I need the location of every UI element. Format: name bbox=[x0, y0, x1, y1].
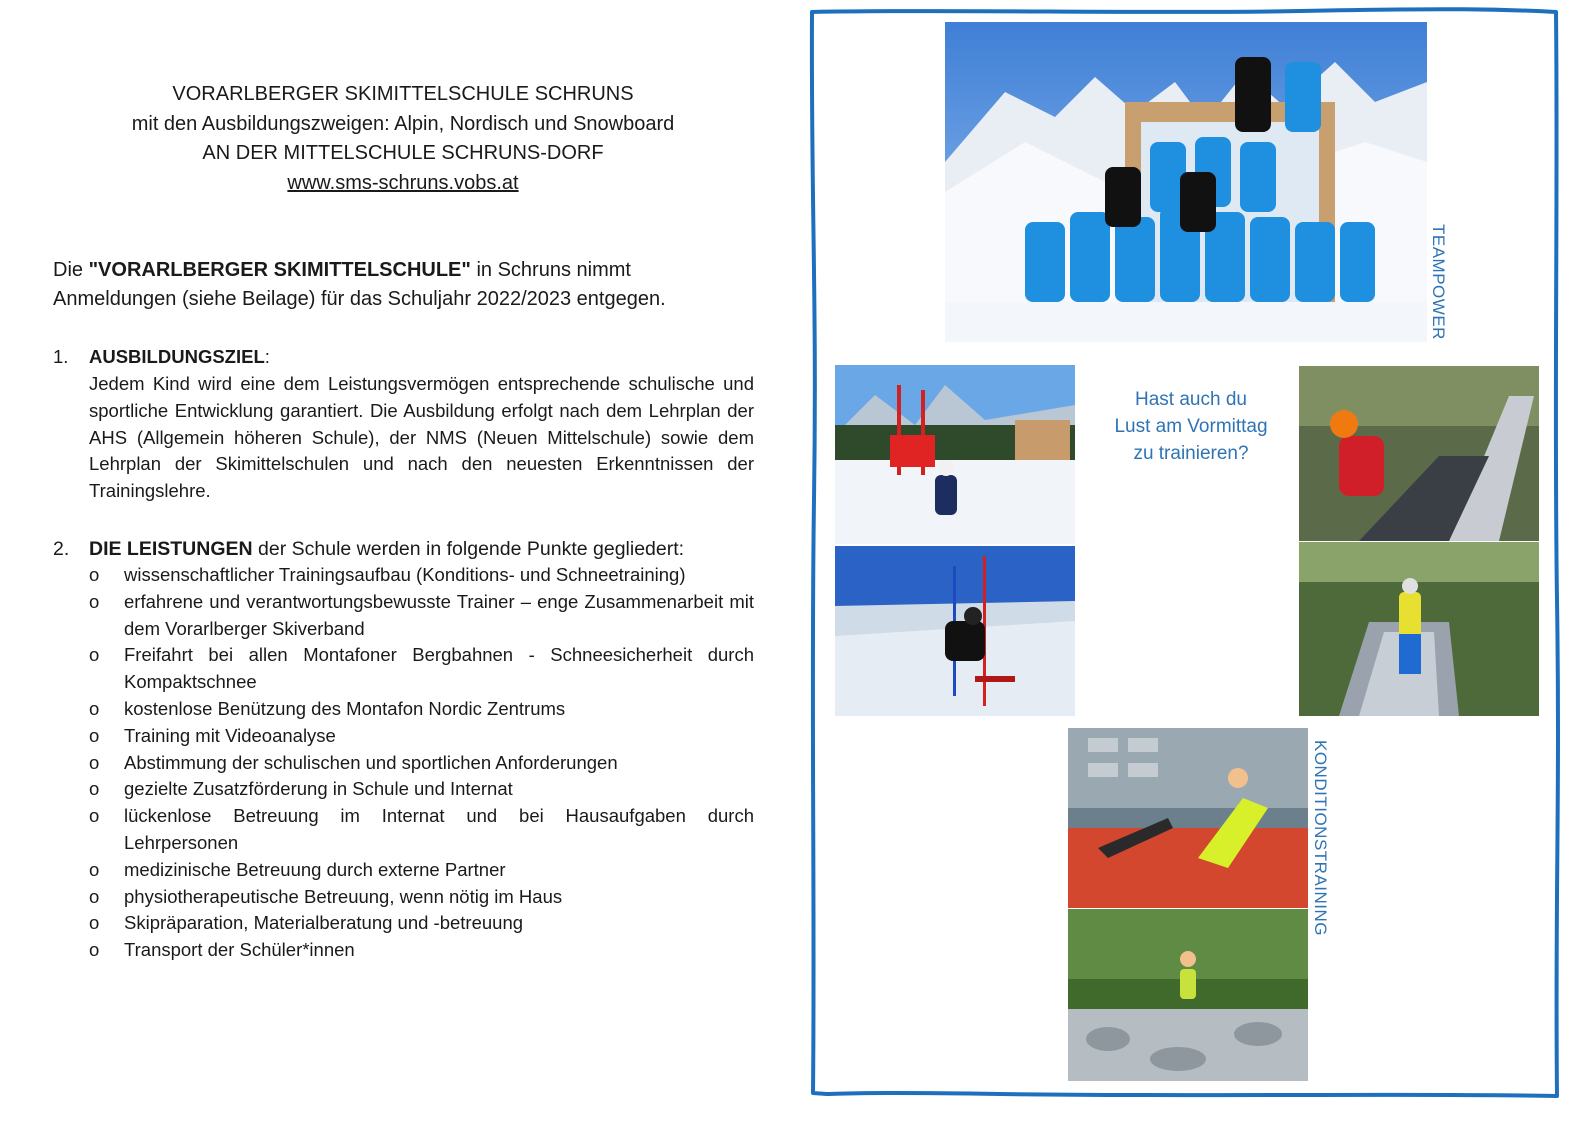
bullet-marker: o bbox=[89, 778, 100, 800]
section-body: Jedem Kind wird eine dem Leistungsvermögen entsprechende schulische und sportliche Entwicklung garantiert. Die Ausbildung erfolgt nach dem Lehrplan der AHS (Allgemein höheren Schule), der NMS (Neuen Mittelschule) sowie dem Lehrplan der Skimittelschulen und nach den neuesten Erkenntnissen der Trainingslehre. bbox=[89, 373, 754, 502]
slalom-image bbox=[835, 546, 1075, 716]
section-title: AUSBILDUNGSZIEL bbox=[89, 346, 265, 367]
question-line-2: Lust am Vormittag bbox=[1114, 416, 1268, 437]
bullet-marker: o bbox=[89, 912, 100, 934]
question-line-3: zu trainieren? bbox=[1133, 443, 1249, 464]
team-photo bbox=[945, 22, 1427, 342]
bullet-marker: o bbox=[89, 751, 100, 773]
section-title: DIE LEISTUNGEN bbox=[89, 538, 253, 560]
section-title-suffix: : bbox=[264, 346, 270, 367]
list-item-text: physiotherapeutische Betreuung, wenn nötig im Haus bbox=[124, 885, 563, 907]
giant-slalom-photo bbox=[835, 365, 1075, 544]
intro-prefix: Die bbox=[53, 259, 89, 281]
school-title: VORARLBERGER SKIMITTELSCHULE SCHRUNS bbox=[172, 83, 634, 105]
bullet-marker: o bbox=[89, 805, 100, 827]
slalom-photo bbox=[835, 546, 1075, 716]
intro-suffix: in Schruns nimmt Anmeldungen (siehe Beilage) für das Schuljahr 2022/2023 entgegen. bbox=[53, 259, 666, 310]
bullet-marker: o bbox=[89, 564, 100, 585]
school-location: AN DER MITTELSCHULE SCHRUNS-DORF bbox=[202, 142, 604, 164]
list-item-text: erfahrene und verantwortungsbewusste Trainer – enge Zusammenarbeit mit dem Vorarlberger Skiverband bbox=[124, 590, 754, 639]
question-line-1: Hast auch du bbox=[1135, 389, 1247, 410]
school-branches: mit den Ausbildungszweigen: Alpin, Nordisch und Snowboard bbox=[131, 112, 675, 135]
teampower-label: TEAMPOWER bbox=[1429, 224, 1448, 340]
list-item-text: lückenlose Betreuung im Internat und bei Hausaufgaben durch Lehrpersonen bbox=[124, 805, 754, 853]
list-item-text: wissenschaftlicher Trainingsaufbau (Konditions- und Schneetraining) bbox=[124, 564, 686, 585]
list-item-text: Transport der Schüler*innen bbox=[124, 939, 355, 961]
list-item-text: gezielte Zusatzförderung in Schule und Internat bbox=[124, 778, 513, 800]
konditionstraining-label: KONDITIONSTRAINING bbox=[1311, 740, 1330, 937]
list-item-text: Training mit Videoanalyse bbox=[124, 724, 336, 746]
ski-jump-ramp-photo bbox=[1299, 542, 1539, 716]
list-item-text: medizinische Betreuung durch externe Partner bbox=[124, 858, 506, 880]
giant-slalom-image bbox=[835, 365, 1075, 544]
list-item-text: kostenlose Benützung des Montafon Nordic Zentrums bbox=[124, 697, 566, 719]
conditioning-plank-photo bbox=[1068, 728, 1308, 908]
section-title-suffix: der Schule werden in folgende Punkte gegliedert: bbox=[252, 538, 685, 560]
intro-highlight: "VORARLBERGER SKIMITTELSCHULE" bbox=[88, 259, 471, 281]
list-item-text: Freifahrt bei allen Montafoner Bergbahnen - Schneesicherheit durch Kompaktschnee bbox=[124, 644, 754, 693]
bullet-marker: o bbox=[89, 939, 100, 961]
bullet-marker: o bbox=[89, 644, 100, 666]
conditioning-plank-image bbox=[1068, 728, 1308, 908]
section-number: 1. bbox=[53, 346, 69, 367]
list-item-text: Abstimmung der schulischen und sportlichen Anforderungen bbox=[124, 751, 618, 773]
list-item-text: Skipräparation, Materialberatung und -betreuung bbox=[124, 912, 524, 934]
ski-jump-takeoff-photo bbox=[1299, 366, 1539, 541]
conditioning-jump-image bbox=[1068, 909, 1308, 1081]
team-photo-image bbox=[945, 22, 1427, 342]
bullet-marker: o bbox=[89, 724, 100, 746]
ski-jump-ramp-image bbox=[1299, 542, 1539, 716]
invitation-question bbox=[1096, 386, 1286, 467]
bullet-marker: o bbox=[89, 697, 100, 719]
bullet-marker: o bbox=[89, 885, 100, 907]
ski-jump-takeoff-image bbox=[1299, 366, 1539, 541]
bullet-marker: o bbox=[89, 590, 100, 612]
section-number: 2. bbox=[53, 538, 70, 560]
bullet-marker: o bbox=[89, 858, 100, 880]
school-website-link[interactable]: www.sms-schruns.vobs.at bbox=[287, 171, 519, 194]
conditioning-jump-photo bbox=[1068, 909, 1308, 1081]
